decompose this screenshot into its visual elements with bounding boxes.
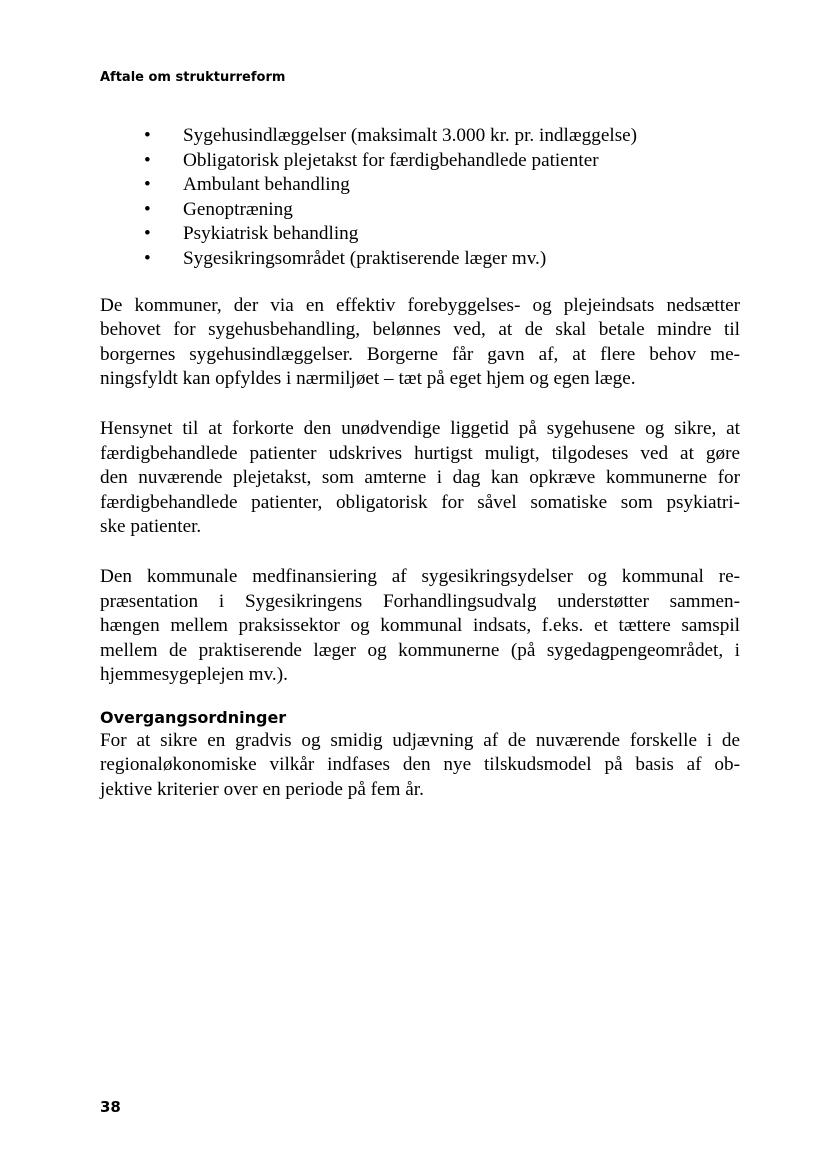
list-item: [100, 247, 740, 272]
list-item-text: Obligatorisk plejetakst for færdigbehandlede patienter: [183, 149, 599, 171]
text-line: behovet for sygehusbehandling, belønnes ved, at de skal betale mindre til: [100, 319, 740, 341]
text-line: ske patienter.: [100, 516, 202, 538]
bullet-icon: •: [144, 125, 151, 146]
bullet-icon: •: [144, 198, 151, 220]
text-line: den nuværende plejetakst, som amterne i dag kan opkræve kommunerne for: [100, 467, 740, 489]
list-item-text: Sygesikringsområdet (praktiserende læger mv.): [183, 247, 547, 269]
running-header: Aftale om strukturreform: [100, 70, 286, 85]
text-line: borgernes sygehusindlæggelser. Borgerne får gavn af, at flere behov me-: [100, 343, 740, 365]
list-item: [100, 149, 740, 174]
list-item: [100, 198, 740, 223]
list-item-text: Psykiatrisk behandling: [183, 223, 359, 245]
text-line: færdigbehandlede patienter, obligatorisk for såvel somatiske som psykiatri-: [100, 491, 740, 513]
list-item: [100, 173, 740, 198]
text-line: Den kommunale medfinansiering af sygesikringsydelser og kommunal re-: [100, 565, 740, 587]
text-line: hjemmesygeplejen mv.).: [100, 664, 288, 686]
text-line: De kommuner, der via en effektiv forebyggelses- og plejeindsats nedsætter: [100, 294, 740, 316]
paragraph-cofinancing: [100, 565, 740, 688]
list-item: [100, 222, 740, 247]
paragraph-care-tariff: [100, 417, 740, 540]
paragraph-transition: [100, 729, 740, 803]
text-line: Hensynet til at forkorte den unødvendige liggetid på sygehusene og sikre, at: [100, 417, 740, 439]
list-item-text: Sygehusindlæggelser (maksimalt 3.000 kr. pr. indlæggelse): [183, 125, 638, 146]
document-body: [100, 124, 740, 828]
text-line: præsentation i Sygesikringens Forhandlingsudvalg understøtter sammen-: [100, 590, 740, 612]
text-line: ningsfyldt kan opfyldes i nærmiljøet – tæt på eget hjem og egen læge.: [100, 368, 636, 390]
bullet-icon: •: [144, 247, 151, 269]
list-item-text: Ambulant behandling: [183, 174, 350, 196]
text-line: For at sikre en gradvis og smidig udjævning af de nuværende forskelle i de: [100, 729, 740, 751]
bullet-list: [100, 124, 740, 272]
text-line: regionaløkonomiske vilkår indfases den nye tilskudsmodel på basis af ob-: [100, 754, 740, 776]
paragraph-prevention-reward: [100, 294, 740, 392]
text-line: hængen mellem praksissektor og kommunal indsats, f.eks. et tættere samspil: [100, 615, 740, 637]
list-item: [100, 124, 740, 149]
list-item-text: Genoptræning: [183, 198, 293, 220]
bullet-icon: •: [144, 149, 151, 171]
bullet-icon: •: [144, 174, 151, 196]
page-number: 38: [100, 1098, 121, 1116]
section-heading: Overgangsordninger: [100, 707, 287, 727]
text-line: færdigbehandlede patienter udskrives hurtigst muligt, tilgodeses ved at gøre: [100, 442, 740, 464]
bullet-icon: •: [144, 223, 151, 245]
text-line: jektive kriterier over en periode på fem år.: [100, 779, 424, 801]
text-line: mellem de praktiserende læger og kommunerne (på sygedagpengeområdet, i: [100, 639, 740, 661]
